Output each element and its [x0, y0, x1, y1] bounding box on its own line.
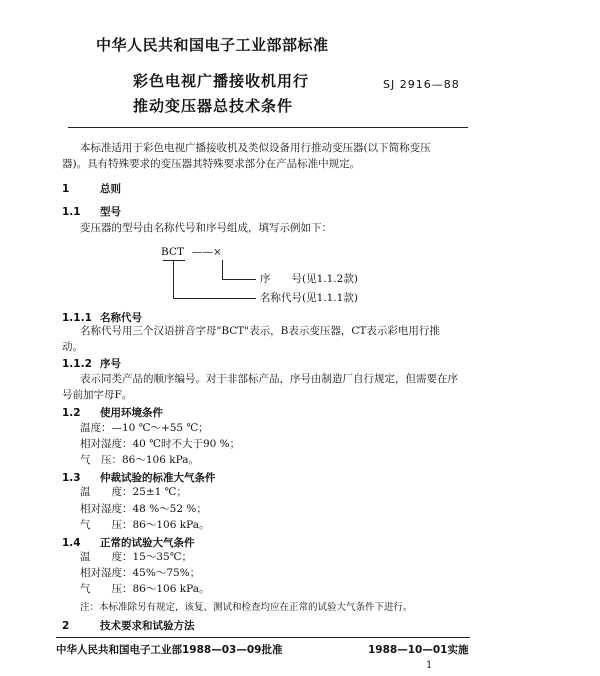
page-number: 1	[426, 660, 433, 671]
section-1-3-pressure: 气 压：86～106 kPa。	[80, 519, 210, 531]
section-1-3-heading: 1.3 仲裁试验的标准大气条件	[62, 472, 216, 484]
effective-date: 1988—10—01实施	[368, 644, 469, 656]
diagram-serial-marker: ——×	[192, 246, 222, 258]
section-2-heading: 2 技术要求和试验方法	[62, 620, 195, 632]
section-1-3-temperature: 温 度：25±1 ℃；	[80, 486, 187, 498]
diagram-name-horizontal	[173, 298, 256, 299]
section-1-4-temperature: 温 度：15～35℃；	[80, 551, 192, 563]
section-1-1-1-heading: 1.1.1 名称代号	[62, 312, 142, 324]
section-1-4-humidity: 相对湿度：45%～75%；	[80, 567, 201, 579]
document-title-line-2: 推动变压器总技术条件	[133, 97, 294, 115]
section-1-1-text: 变压器的型号由名称代号和序号组成，填写示例如下：	[80, 222, 332, 234]
diagram-model-code: BCT	[161, 246, 184, 258]
ministry-standard-header: 中华人民共和国电子工业部部标准	[96, 36, 329, 54]
title-divider	[68, 127, 468, 128]
diagram-name-vertical	[173, 260, 174, 299]
section-1-heading: 1 总则	[62, 183, 121, 195]
section-1-1-2-heading: 1.1.2 序号	[62, 358, 121, 370]
diagram-serial-label: 序 号(见1.1.2款)	[260, 273, 358, 285]
intro-line-2: 器)。具有特殊要求的变压器其特殊要求部分在产品标准中规定。	[62, 158, 361, 170]
section-1-2-humidity: 相对湿度：40 ℃时不大于90 %；	[80, 438, 241, 450]
section-1-2-temperature: 温度：—10 ℃～+55 ℃；	[80, 422, 209, 434]
section-1-1-heading: 1.1 型号	[62, 206, 121, 218]
section-1-4-note: 注：本标准除另有规定，该复、测试和检查均应在正常的试验大气条件下进行。	[80, 602, 413, 613]
footer-divider	[56, 637, 470, 638]
standard-code: SJ 2916—88	[383, 78, 460, 91]
section-1-1-1-line-2: 动。	[62, 341, 83, 353]
section-1-1-1-line-1: 名称代号用三个汉语拼音字母"BCT"表示，B表示变压器，CT表示彩电用行推	[80, 325, 440, 337]
section-1-1-2-line-1: 表示同类产品的顺序编号。对于非部标产品，序号由制造厂自行规定，但需要在序	[80, 373, 458, 385]
section-1-2-heading: 1.2 使用环境条件	[62, 407, 163, 419]
section-1-4-pressure: 气 压：86～106 kPa。	[80, 583, 210, 595]
diagram-name-label: 名称代号(见1.1.1款)	[260, 292, 358, 304]
document-title-line-1: 彩色电视广播接收机用行	[133, 72, 310, 90]
diagram-serial-vertical	[222, 260, 223, 280]
section-1-2-pressure: 气 压：86～106 kPa。	[80, 454, 199, 466]
section-1-1-2-line-2: 号前加字母F。	[62, 389, 133, 401]
approval-info: 中华人民共和国电子工业部1988—03—09批准	[56, 644, 283, 656]
section-1-4-heading: 1.4 正常的试验大气条件	[62, 537, 195, 549]
diagram-underline	[163, 260, 185, 261]
diagram-serial-horizontal	[222, 279, 256, 280]
section-1-3-humidity: 相对湿度：48 %～52 %；	[80, 503, 207, 515]
intro-line-1: 本标准适用于彩色电视广播接收机及类似设备用行推动变压器(以下简称变压	[80, 142, 431, 154]
